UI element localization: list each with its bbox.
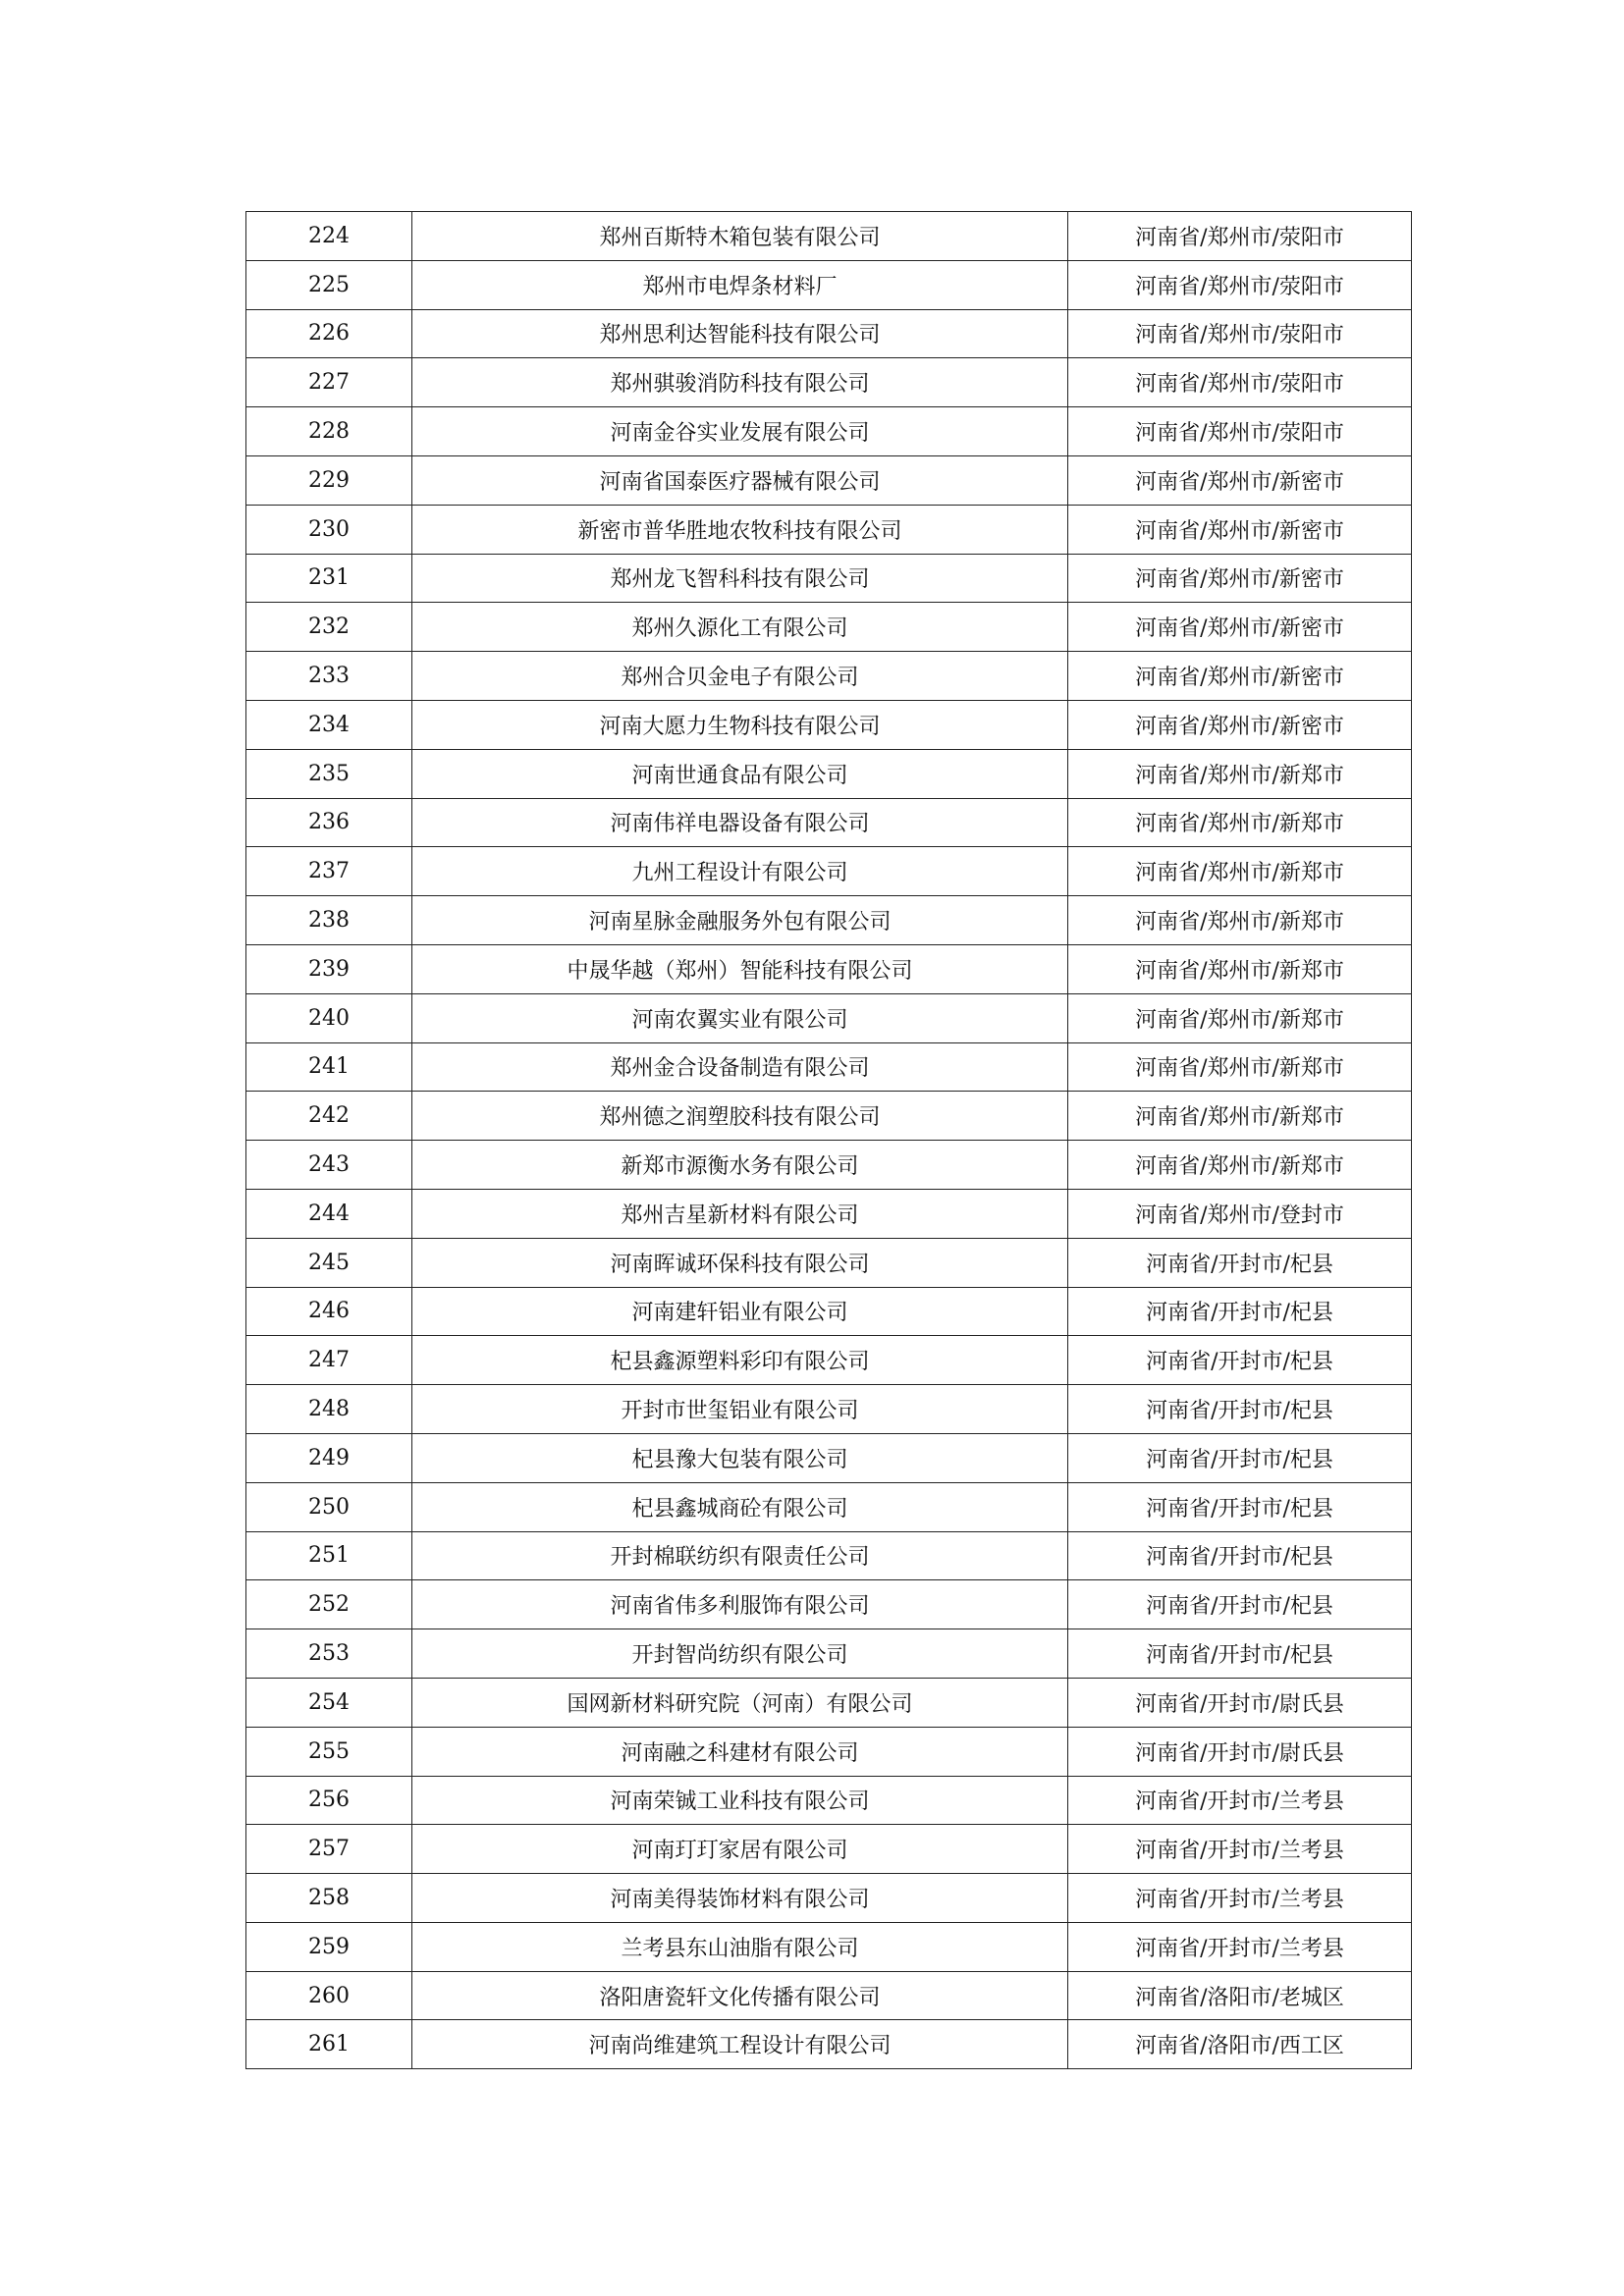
row-number: 230	[246, 505, 412, 554]
company-location: 河南省/郑州市/荥阳市	[1068, 407, 1412, 456]
company-name: 开封棉联纺织有限责任公司	[412, 1531, 1068, 1580]
row-number: 244	[246, 1189, 412, 1238]
company-location: 河南省/洛阳市/老城区	[1068, 1971, 1412, 2020]
company-location: 河南省/开封市/杞县	[1068, 1629, 1412, 1679]
company-location: 河南省/郑州市/新密市	[1068, 603, 1412, 652]
company-location: 河南省/郑州市/新郑市	[1068, 1042, 1412, 1092]
company-location: 河南省/洛阳市/西工区	[1068, 2020, 1412, 2069]
table-row	[246, 652, 1412, 701]
table-row	[246, 1433, 1412, 1482]
company-location: 河南省/开封市/尉氏县	[1068, 1727, 1412, 1776]
row-number: 239	[246, 944, 412, 993]
table-row	[246, 798, 1412, 847]
row-number: 241	[246, 1042, 412, 1092]
company-location: 河南省/郑州市/新密市	[1068, 505, 1412, 554]
table-row	[246, 944, 1412, 993]
company-name: 开封市世玺铝业有限公司	[412, 1385, 1068, 1434]
table-row	[246, 993, 1412, 1042]
row-number: 235	[246, 749, 412, 798]
company-location: 河南省/开封市/尉氏县	[1068, 1678, 1412, 1727]
company-location: 河南省/开封市/杞县	[1068, 1531, 1412, 1580]
row-number: 245	[246, 1238, 412, 1287]
table-row	[246, 1141, 1412, 1190]
table-row	[246, 1531, 1412, 1580]
row-number: 232	[246, 603, 412, 652]
company-name: 九州工程设计有限公司	[412, 847, 1068, 896]
row-number: 240	[246, 993, 412, 1042]
table-row	[246, 407, 1412, 456]
company-name: 杞县鑫城商砼有限公司	[412, 1482, 1068, 1531]
company-location: 河南省/开封市/杞县	[1068, 1482, 1412, 1531]
row-number: 258	[246, 1874, 412, 1923]
company-name: 河南玎玎家居有限公司	[412, 1825, 1068, 1874]
company-name: 国网新材料研究院（河南）有限公司	[412, 1678, 1068, 1727]
company-name: 河南晖诚环保科技有限公司	[412, 1238, 1068, 1287]
row-number: 253	[246, 1629, 412, 1679]
company-name: 中晟华越（郑州）智能科技有限公司	[412, 944, 1068, 993]
table-row	[246, 455, 1412, 505]
row-number: 229	[246, 455, 412, 505]
company-location: 河南省/开封市/兰考县	[1068, 1922, 1412, 1971]
company-location: 河南省/郑州市/荥阳市	[1068, 260, 1412, 309]
row-number: 224	[246, 212, 412, 261]
table-row	[246, 1874, 1412, 1923]
table-row	[246, 1042, 1412, 1092]
company-location: 河南省/开封市/杞县	[1068, 1580, 1412, 1629]
company-location: 河南省/郑州市/新密市	[1068, 554, 1412, 603]
table-row	[246, 1482, 1412, 1531]
table-row	[246, 1678, 1412, 1727]
table-row	[246, 1092, 1412, 1141]
table-row	[246, 1629, 1412, 1679]
company-name: 河南省国泰医疗器械有限公司	[412, 455, 1068, 505]
company-location: 河南省/郑州市/登封市	[1068, 1189, 1412, 1238]
company-location: 河南省/郑州市/新郑市	[1068, 944, 1412, 993]
row-number: 254	[246, 1678, 412, 1727]
table-row	[246, 505, 1412, 554]
company-location: 河南省/开封市/兰考县	[1068, 1874, 1412, 1923]
company-name: 河南星脉金融服务外包有限公司	[412, 896, 1068, 945]
table-row	[246, 1238, 1412, 1287]
company-name: 河南美得装饰材料有限公司	[412, 1874, 1068, 1923]
company-name: 新密市普华胜地农牧科技有限公司	[412, 505, 1068, 554]
table-row	[246, 847, 1412, 896]
company-name: 河南农翼实业有限公司	[412, 993, 1068, 1042]
company-name: 河南世通食品有限公司	[412, 749, 1068, 798]
table-row	[246, 358, 1412, 407]
row-number: 226	[246, 309, 412, 358]
table-row	[246, 1825, 1412, 1874]
company-name: 河南大愿力生物科技有限公司	[412, 700, 1068, 749]
company-name: 杞县鑫源塑料彩印有限公司	[412, 1336, 1068, 1385]
company-location: 河南省/开封市/杞县	[1068, 1238, 1412, 1287]
company-name: 河南伟祥电器设备有限公司	[412, 798, 1068, 847]
table-row	[246, 1580, 1412, 1629]
row-number: 261	[246, 2020, 412, 2069]
table-row	[246, 603, 1412, 652]
row-number: 247	[246, 1336, 412, 1385]
company-name: 河南尚维建筑工程设计有限公司	[412, 2020, 1068, 2069]
row-number: 233	[246, 652, 412, 701]
company-name: 兰考县东山油脂有限公司	[412, 1922, 1068, 1971]
company-name: 杞县豫大包装有限公司	[412, 1433, 1068, 1482]
row-number: 251	[246, 1531, 412, 1580]
company-location: 河南省/郑州市/新郑市	[1068, 847, 1412, 896]
company-location: 河南省/开封市/兰考县	[1068, 1776, 1412, 1825]
row-number: 237	[246, 847, 412, 896]
company-name: 河南融之科建材有限公司	[412, 1727, 1068, 1776]
table-row	[246, 749, 1412, 798]
row-number: 243	[246, 1141, 412, 1190]
row-number: 225	[246, 260, 412, 309]
company-location: 河南省/郑州市/新郑市	[1068, 1141, 1412, 1190]
company-name: 河南省伟多利服饰有限公司	[412, 1580, 1068, 1629]
company-location: 河南省/郑州市/新郑市	[1068, 798, 1412, 847]
table-row	[246, 309, 1412, 358]
row-number: 242	[246, 1092, 412, 1141]
row-number: 231	[246, 554, 412, 603]
company-location: 河南省/郑州市/新密市	[1068, 652, 1412, 701]
company-name: 郑州合贝金电子有限公司	[412, 652, 1068, 701]
row-number: 238	[246, 896, 412, 945]
table-row	[246, 896, 1412, 945]
company-name: 郑州金合设备制造有限公司	[412, 1042, 1068, 1092]
table-row	[246, 1971, 1412, 2020]
company-name: 郑州市电焊条材料厂	[412, 260, 1068, 309]
row-number: 252	[246, 1580, 412, 1629]
row-number: 246	[246, 1287, 412, 1336]
table-row	[246, 212, 1412, 261]
company-location: 河南省/郑州市/新密市	[1068, 700, 1412, 749]
table-row	[246, 2020, 1412, 2069]
table-row	[246, 1922, 1412, 1971]
table-row	[246, 260, 1412, 309]
company-location: 河南省/郑州市/荥阳市	[1068, 212, 1412, 261]
company-location: 河南省/开封市/杞县	[1068, 1433, 1412, 1482]
row-number: 259	[246, 1922, 412, 1971]
company-location: 河南省/郑州市/新郑市	[1068, 749, 1412, 798]
company-name: 郑州德之润塑胶科技有限公司	[412, 1092, 1068, 1141]
company-location: 河南省/郑州市/新郑市	[1068, 896, 1412, 945]
company-name: 郑州龙飞智科科技有限公司	[412, 554, 1068, 603]
table-row	[246, 1776, 1412, 1825]
row-number: 250	[246, 1482, 412, 1531]
row-number: 257	[246, 1825, 412, 1874]
table-row	[246, 554, 1412, 603]
company-location: 河南省/郑州市/荥阳市	[1068, 358, 1412, 407]
table-row	[246, 1385, 1412, 1434]
table-row	[246, 1727, 1412, 1776]
company-location: 河南省/郑州市/新郑市	[1068, 993, 1412, 1042]
row-number: 256	[246, 1776, 412, 1825]
company-location: 河南省/开封市/杞县	[1068, 1336, 1412, 1385]
table-row	[246, 700, 1412, 749]
table-row	[246, 1336, 1412, 1385]
company-list-table	[245, 211, 1412, 2069]
row-number: 249	[246, 1433, 412, 1482]
company-location: 河南省/郑州市/荥阳市	[1068, 309, 1412, 358]
table-row	[246, 1287, 1412, 1336]
row-number: 255	[246, 1727, 412, 1776]
company-name: 开封智尚纺织有限公司	[412, 1629, 1068, 1679]
company-location: 河南省/开封市/杞县	[1068, 1385, 1412, 1434]
company-name: 郑州吉星新材料有限公司	[412, 1189, 1068, 1238]
row-number: 228	[246, 407, 412, 456]
row-number: 236	[246, 798, 412, 847]
company-name: 河南建轩铝业有限公司	[412, 1287, 1068, 1336]
company-name: 郑州思利达智能科技有限公司	[412, 309, 1068, 358]
company-location: 河南省/郑州市/新郑市	[1068, 1092, 1412, 1141]
company-location: 河南省/开封市/杞县	[1068, 1287, 1412, 1336]
row-number: 234	[246, 700, 412, 749]
company-name: 郑州骐骏消防科技有限公司	[412, 358, 1068, 407]
company-name: 河南荣铖工业科技有限公司	[412, 1776, 1068, 1825]
row-number: 227	[246, 358, 412, 407]
row-number: 248	[246, 1385, 412, 1434]
table-row	[246, 1189, 1412, 1238]
company-name: 河南金谷实业发展有限公司	[412, 407, 1068, 456]
company-location: 河南省/郑州市/新密市	[1068, 455, 1412, 505]
table-body	[246, 212, 1412, 2069]
company-location: 河南省/开封市/兰考县	[1068, 1825, 1412, 1874]
company-name: 郑州久源化工有限公司	[412, 603, 1068, 652]
company-name: 新郑市源衡水务有限公司	[412, 1141, 1068, 1190]
company-name: 洛阳唐瓷轩文化传播有限公司	[412, 1971, 1068, 2020]
row-number: 260	[246, 1971, 412, 2020]
company-name: 郑州百斯特木箱包装有限公司	[412, 212, 1068, 261]
